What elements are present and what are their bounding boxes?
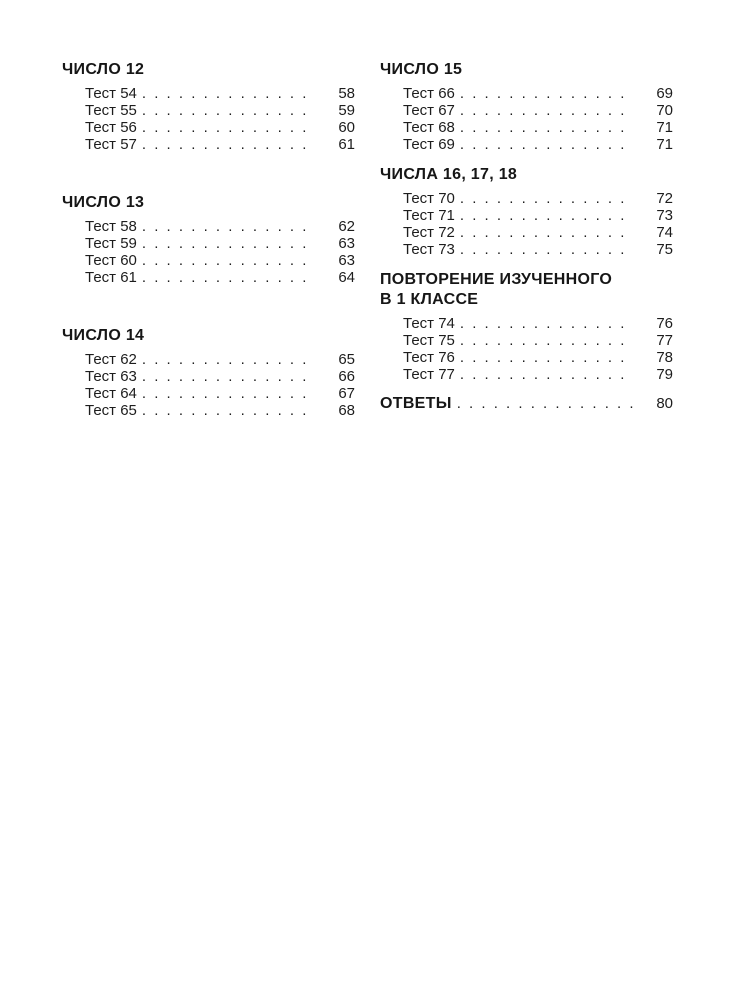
toc-entry [403,102,673,119]
toc-entry [85,218,355,235]
section-entries [85,351,355,419]
toc-entry [85,136,355,153]
section-heading-line: ЧИСЛА 16, 17, 18 [380,166,518,183]
dot-leader [142,385,315,402]
toc-entry-label: Тест 75 [403,332,455,349]
toc-entry [85,119,355,136]
toc-entry [85,351,355,368]
toc-entry [403,315,673,332]
toc-entry-label: Тест 64 [85,385,137,402]
toc-entry [85,252,355,269]
section-heading [62,326,355,346]
dot-leader [460,102,633,119]
toc-entry-label: Тест 67 [403,102,455,119]
dot-leader [142,235,315,252]
toc-entry-label: Тест 71 [403,207,455,224]
toc-entry-label: Тест 74 [403,315,455,332]
toc-entry [85,402,355,419]
dot-leader [460,85,633,102]
page-number: 64 [338,269,355,286]
toc-entry-label: Тест 58 [85,218,137,235]
dot-leader [460,349,633,366]
section-heading-line: ПОВТОРЕНИЕ ИЗУЧЕННОГО [380,271,613,288]
dot-leader [142,368,315,385]
dot-leader [142,102,315,119]
toc-entry-label: Тест 73 [403,241,455,258]
page-number: 75 [656,241,673,258]
page-number: 70 [656,102,673,119]
page-number: 72 [656,190,673,207]
toc-entry [403,349,673,366]
page-number: 76 [656,315,673,332]
page-number: 62 [338,218,355,235]
dot-leader [460,315,633,332]
page-number: 79 [656,366,673,383]
toc-columns [62,60,742,459]
toc-entry [85,385,355,402]
toc-entry [403,136,673,153]
toc-entry [403,241,673,258]
page-number: 74 [656,224,673,241]
toc-entry-label: Тест 60 [85,252,137,269]
toc-entry-label: Тест 68 [403,119,455,136]
dot-leader [142,402,315,419]
section-heading [380,165,673,185]
toc-entry-label: Тест 66 [403,85,455,102]
page-number: 77 [656,332,673,349]
page-number: 69 [656,85,673,102]
section-entries [85,218,355,286]
toc-entry-label: Тест 65 [85,402,137,419]
dot-leader [460,224,633,241]
page-number: 71 [656,136,673,153]
dot-leader [142,119,315,136]
dot-leader [457,395,633,412]
toc-entry-label: Тест 54 [85,85,137,102]
section-heading [62,60,355,80]
toc-entry-label: Тест 77 [403,366,455,383]
section-heading [380,270,673,310]
dot-leader [460,366,633,383]
toc-entry [403,190,673,207]
toc-entry-label: ОТВЕТЫ [380,395,452,412]
toc-section [380,165,673,258]
toc-entry-label: Тест 76 [403,349,455,366]
dot-leader [460,136,633,153]
toc-entry-label: Тест 59 [85,235,137,252]
toc-entry [85,269,355,286]
page-number: 67 [338,385,355,402]
toc-entry-label: Тест 69 [403,136,455,153]
toc-entry [403,207,673,224]
page-number: 61 [338,136,355,153]
toc-column-left [62,60,355,459]
dot-leader [142,252,315,269]
dot-leader [460,190,633,207]
dot-leader [142,218,315,235]
toc-entry [85,368,355,385]
dot-leader [142,351,315,368]
dot-leader [460,207,633,224]
section-heading-line: В 1 КЛАССЕ [380,291,479,308]
page-number: 60 [338,119,355,136]
page-number: 71 [656,119,673,136]
section-entries [85,85,355,153]
page-number: 68 [338,402,355,419]
dot-leader [460,241,633,258]
toc-entry [403,119,673,136]
toc-entry [403,85,673,102]
toc-entry [403,366,673,383]
page-number: 80 [656,395,673,412]
toc-entry [85,235,355,252]
toc-section [380,60,673,153]
dot-leader [142,136,315,153]
section-heading-line: ЧИСЛО 13 [62,194,145,211]
toc-entry-label: Тест 70 [403,190,455,207]
dot-leader [142,269,315,286]
page-number: 66 [338,368,355,385]
section-heading-line: ЧИСЛО 14 [62,327,145,344]
toc-entry [403,224,673,241]
section-entries [403,315,673,383]
page-number: 59 [338,102,355,119]
page-number: 58 [338,85,355,102]
page-number: 63 [338,235,355,252]
dot-leader [142,85,315,102]
toc-section [62,326,355,419]
page-number: 73 [656,207,673,224]
section-entries [403,85,673,153]
toc-entry-label: Тест 63 [85,368,137,385]
toc-entry [403,332,673,349]
toc-entry-label: Тест 62 [85,351,137,368]
dot-leader [460,332,633,349]
toc-entry-label: Тест 61 [85,269,137,286]
toc-entry-answers [380,395,673,412]
section-heading-line: ЧИСЛО 12 [62,61,145,78]
section-entries [403,190,673,258]
toc-column-right [380,60,673,459]
toc-entry-label: Тест 56 [85,119,137,136]
toc-section [62,60,355,153]
toc-entry-label: Тест 55 [85,102,137,119]
toc-entry-label: Тест 72 [403,224,455,241]
page-number: 63 [338,252,355,269]
toc-entry [85,102,355,119]
toc-section [62,193,355,286]
dot-leader [460,119,633,136]
toc-entry-label: Тест 57 [85,136,137,153]
section-heading [62,193,355,213]
toc-entry [85,85,355,102]
toc-section [380,270,673,383]
section-heading [380,60,673,80]
page-number: 78 [656,349,673,366]
section-heading-line: ЧИСЛО 15 [380,61,463,78]
page-number: 65 [338,351,355,368]
